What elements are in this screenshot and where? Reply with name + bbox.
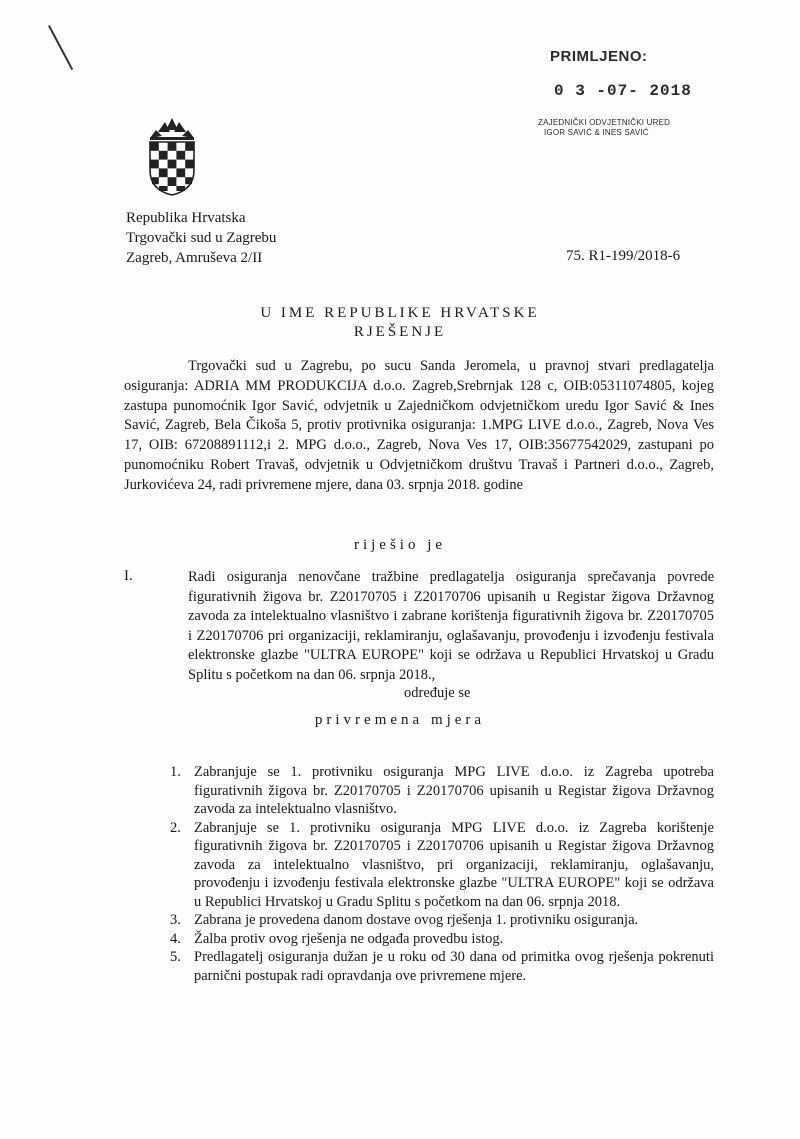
- court-country: Republika Hrvatska: [126, 210, 246, 226]
- stamp-names-line: IGOR SAVIĆ & INES SAVIĆ: [544, 128, 649, 137]
- court-name: Trgovački sud u Zagrebu: [126, 230, 277, 246]
- list-item-number: 2.: [170, 819, 181, 836]
- list-item-text: Zabranjuje se 1. protivniku osiguranja MPG LIVE d.o.o. iz Zagreba upotreba figurativnih žigova br. Z20170705 i Z20170706 upisanih u Registar žigova Državnog zavoda za intelektualno vlasništvo.: [194, 764, 714, 817]
- section-text: Radi osiguranja nenovčane tražbine predlagatelja osiguranja sprečavanja povrede figurativnih žigova br. Z20170705 i Z20170706 upisanih u Registar žigova Državnog zavoda za intelektualno vlasništvo i zabrane korištenja figurativnih žigova br. Z20170705 i Z20170706 pri organizaciji, reklamiranju, oglašavanju, provođenju i izvođenju festivala elektronske glazbe "ULTRA EUROPE" koji se održava u Republici Hrvatskoj u Gradu Splitu s početkom na dan 06. srpnja 2018.,: [188, 569, 714, 683]
- list-item: [170, 763, 714, 819]
- list-item: [170, 948, 714, 985]
- intro-paragraph: Trgovački sud u Zagrebu, po sucu Sanda Jeromela, u pravnoj stvari predlagatelja osiguranja: ADRIA MM PRODUKCIJA d.o.o. Zagreb,Srebrnjak 128 c, OIB:05311074805, kojeg zastupa punomoćnik Igor Savić, odvjetnik u Zajedničkom odvjetničkom uredu Igor Savić & Ines Savić, Zagreb, Bela Čikoša 5, protiv protivnika osiguranja: 1.MPG LIVE d.o.o., Zagreb, Nova Ves 17, OIB: 67208891112,i 2. MPG d.o.o., Zagreb, Nova Ves 17, OIB:35677542029, zastupani po punomoćniku Robert Travaš, odvjetnik u Odvjetničkom društvu Travaš i Partneri d.o.o., Zagreb, Jurkovićeva 24, radi privremene mjere, dana 03. srpnja 2018. godine: [124, 358, 714, 493]
- coat-of-arms-icon: [148, 118, 196, 196]
- list-item-text: Zabranjuje se 1. protivniku osiguranja MPG LIVE d.o.o. iz Zagreba korištenje figurativnih žigova br. Z20170705 i Z20170706 upisanih u Registar žigova Državnog zavoda za intelektualno vlasništvo, pri organizaciji, reklamiranju, oglašavanju, provođenju i izvođenju festivala elektronske glazbe "ULTRA EUROPE" koji se održava u Republici Hrvatskoj u Gradu Splitu s početkom na dan 06. srpnja 2018.: [194, 819, 714, 910]
- section-number: I.: [124, 568, 133, 584]
- list-item-number: 4.: [170, 930, 181, 947]
- court-address: Zagreb, Amruševa 2/II: [126, 250, 263, 266]
- list-item-number: 3.: [170, 912, 181, 928]
- list-item: [170, 819, 714, 912]
- stamp-office-line: ZAJEDNIČKI ODVJETNIČKI URED: [538, 118, 671, 127]
- section-conclusion: određuje se: [404, 685, 471, 701]
- list-item-number: 5.: [170, 949, 181, 965]
- list-item: [170, 930, 714, 949]
- list-item-text: Zabrana je provedena danom dostave ovog rješenja 1. protivniku osiguranja.: [194, 912, 639, 928]
- list-item-text: Žalba protiv ovog rješenja ne odgađa provedbu istog.: [194, 930, 504, 947]
- document-heading: U IME REPUBLIKE HRVATSKE: [260, 305, 540, 321]
- case-number: 75. R1-199/2018-6: [566, 248, 681, 264]
- list-item: [170, 911, 714, 930]
- pen-mark: [48, 25, 73, 70]
- list-item-number: 1.: [170, 764, 181, 780]
- list-item-text: Predlagatelj osiguranja dužan je u roku od 30 dana od primitka ovog rješenja pokrenuti parnični postupak radi opravdanja ove privremene mjere.: [194, 949, 714, 984]
- document-title: RJEŠENJE: [353, 324, 447, 340]
- interim-measure-heading: privremena mjera: [314, 712, 486, 728]
- court-header: [126, 208, 276, 268]
- measure-list: [170, 763, 714, 985]
- decision-heading: riješio je: [353, 537, 447, 553]
- stamp-title: PRIMLJENO:: [550, 48, 648, 65]
- stamp-date: 0 3 -07- 2018: [554, 82, 692, 100]
